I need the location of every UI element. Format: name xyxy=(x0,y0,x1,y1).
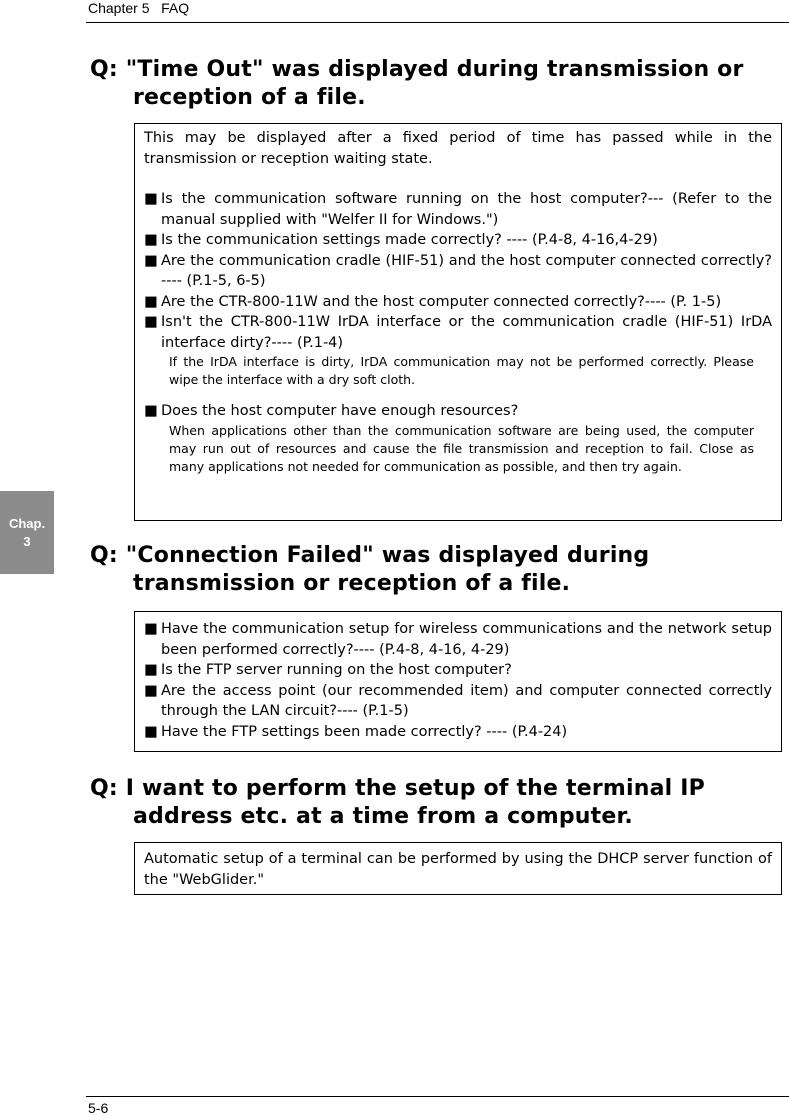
bullet-icon: ■ xyxy=(144,723,158,740)
question-time-out xyxy=(90,56,789,112)
list-item: ■ Does the host computer have enough resources? xyxy=(144,401,772,422)
list-item: ■ Have the FTP settings been made correctly? ---- (P.4-24) xyxy=(144,722,772,743)
bullet-icon: ■ xyxy=(144,621,158,637)
note-resources: When applications other than the communication software are being used, the computer may run out of resources and cause the file transmission and reception to fail. Close as many applications not needed for communication as possible, and then try again. xyxy=(169,422,754,474)
bullet-icon: ■ xyxy=(144,682,158,699)
question-text-line1: I want to perform the setup of the terminal IP xyxy=(125,776,705,801)
answer-box-connection-failed xyxy=(134,611,782,752)
question-label: Q: xyxy=(90,57,126,82)
question-text-line1: "Connection Failed" was displayed during xyxy=(125,543,650,568)
list-item: ■ Is the communication settings made correctly? ---- (P.4-8, 4-16,4-29) xyxy=(144,230,772,251)
list-item: ■ Are the CTR-800-11W and the host computer connected correctly?---- (P. 1-5) xyxy=(144,292,772,313)
bullet-icon: ■ xyxy=(144,191,158,207)
bullet-icon: ■ xyxy=(144,252,158,269)
question-connection-failed xyxy=(90,542,789,598)
question-label: Q: xyxy=(90,776,126,801)
list-item: ■ Isn't the CTR-800-11W IrDA interface or the communication cradle (HIF-51) IrDA interface dirty?---- (P.1-4) xyxy=(144,314,772,351)
bullet-icon: ■ xyxy=(144,232,158,248)
list-item: ■ Are the access point (our recommended item) and computer connected correctly through the LAN circuit?---- (P.1-5) xyxy=(144,682,772,719)
question-text-line2: transmission or reception of a file. xyxy=(133,571,571,596)
bullet-icon: ■ xyxy=(144,662,158,678)
question-label: Q: xyxy=(90,543,126,568)
footer-rule xyxy=(86,1096,789,1097)
answer-intro: Automatic setup of a terminal can be performed by using the DHCP server function of the "WebGlider." xyxy=(144,851,772,888)
bullet-icon: ■ xyxy=(144,403,158,419)
question-text-line2: address etc. at a time from a computer. xyxy=(133,804,633,829)
list-item: ■ Is the communication software running on the host computer?--- (Refer to the manual supplied with "Welfer II for Windows.") xyxy=(144,191,772,228)
question-text-line2: reception of a file. xyxy=(133,85,366,110)
bullet-icon: ■ xyxy=(144,314,158,330)
header-rule xyxy=(86,22,789,23)
answer-box-terminal-ip xyxy=(134,842,782,895)
note-irda: If the IrDA interface is dirty, IrDA communication may not be performed correctly. Please wipe the interface with a dry soft cloth. xyxy=(169,354,754,387)
bullet-icon: ■ xyxy=(144,293,158,310)
chapter-tab-label: Chap. xyxy=(8,515,46,531)
answer-intro: This may be displayed after a fixed period of time has passed while in the transmission or reception waiting state. xyxy=(144,130,772,167)
question-terminal-ip xyxy=(90,775,789,831)
list-item: ■ Is the FTP server running on the host computer? xyxy=(144,660,772,681)
question-text-line1: "Time Out" was displayed during transmission or xyxy=(125,57,744,82)
chapter-tab xyxy=(0,491,54,574)
answer-box-time-out xyxy=(134,123,782,521)
page-number: 5-6 xyxy=(88,1100,109,1116)
chapter-tab-number: 3 xyxy=(23,533,31,549)
list-item: ■ Are the communication cradle (HIF-51) and the host computer connected correctly? ---- (P.1-5, 6-5) xyxy=(144,252,772,289)
list-item: ■ Have the communication setup for wireless communications and the network setup been performed correctly?---- (P.4-8, 4-16, 4-29) xyxy=(144,621,772,658)
running-header: Chapter 5 FAQ xyxy=(88,0,190,16)
